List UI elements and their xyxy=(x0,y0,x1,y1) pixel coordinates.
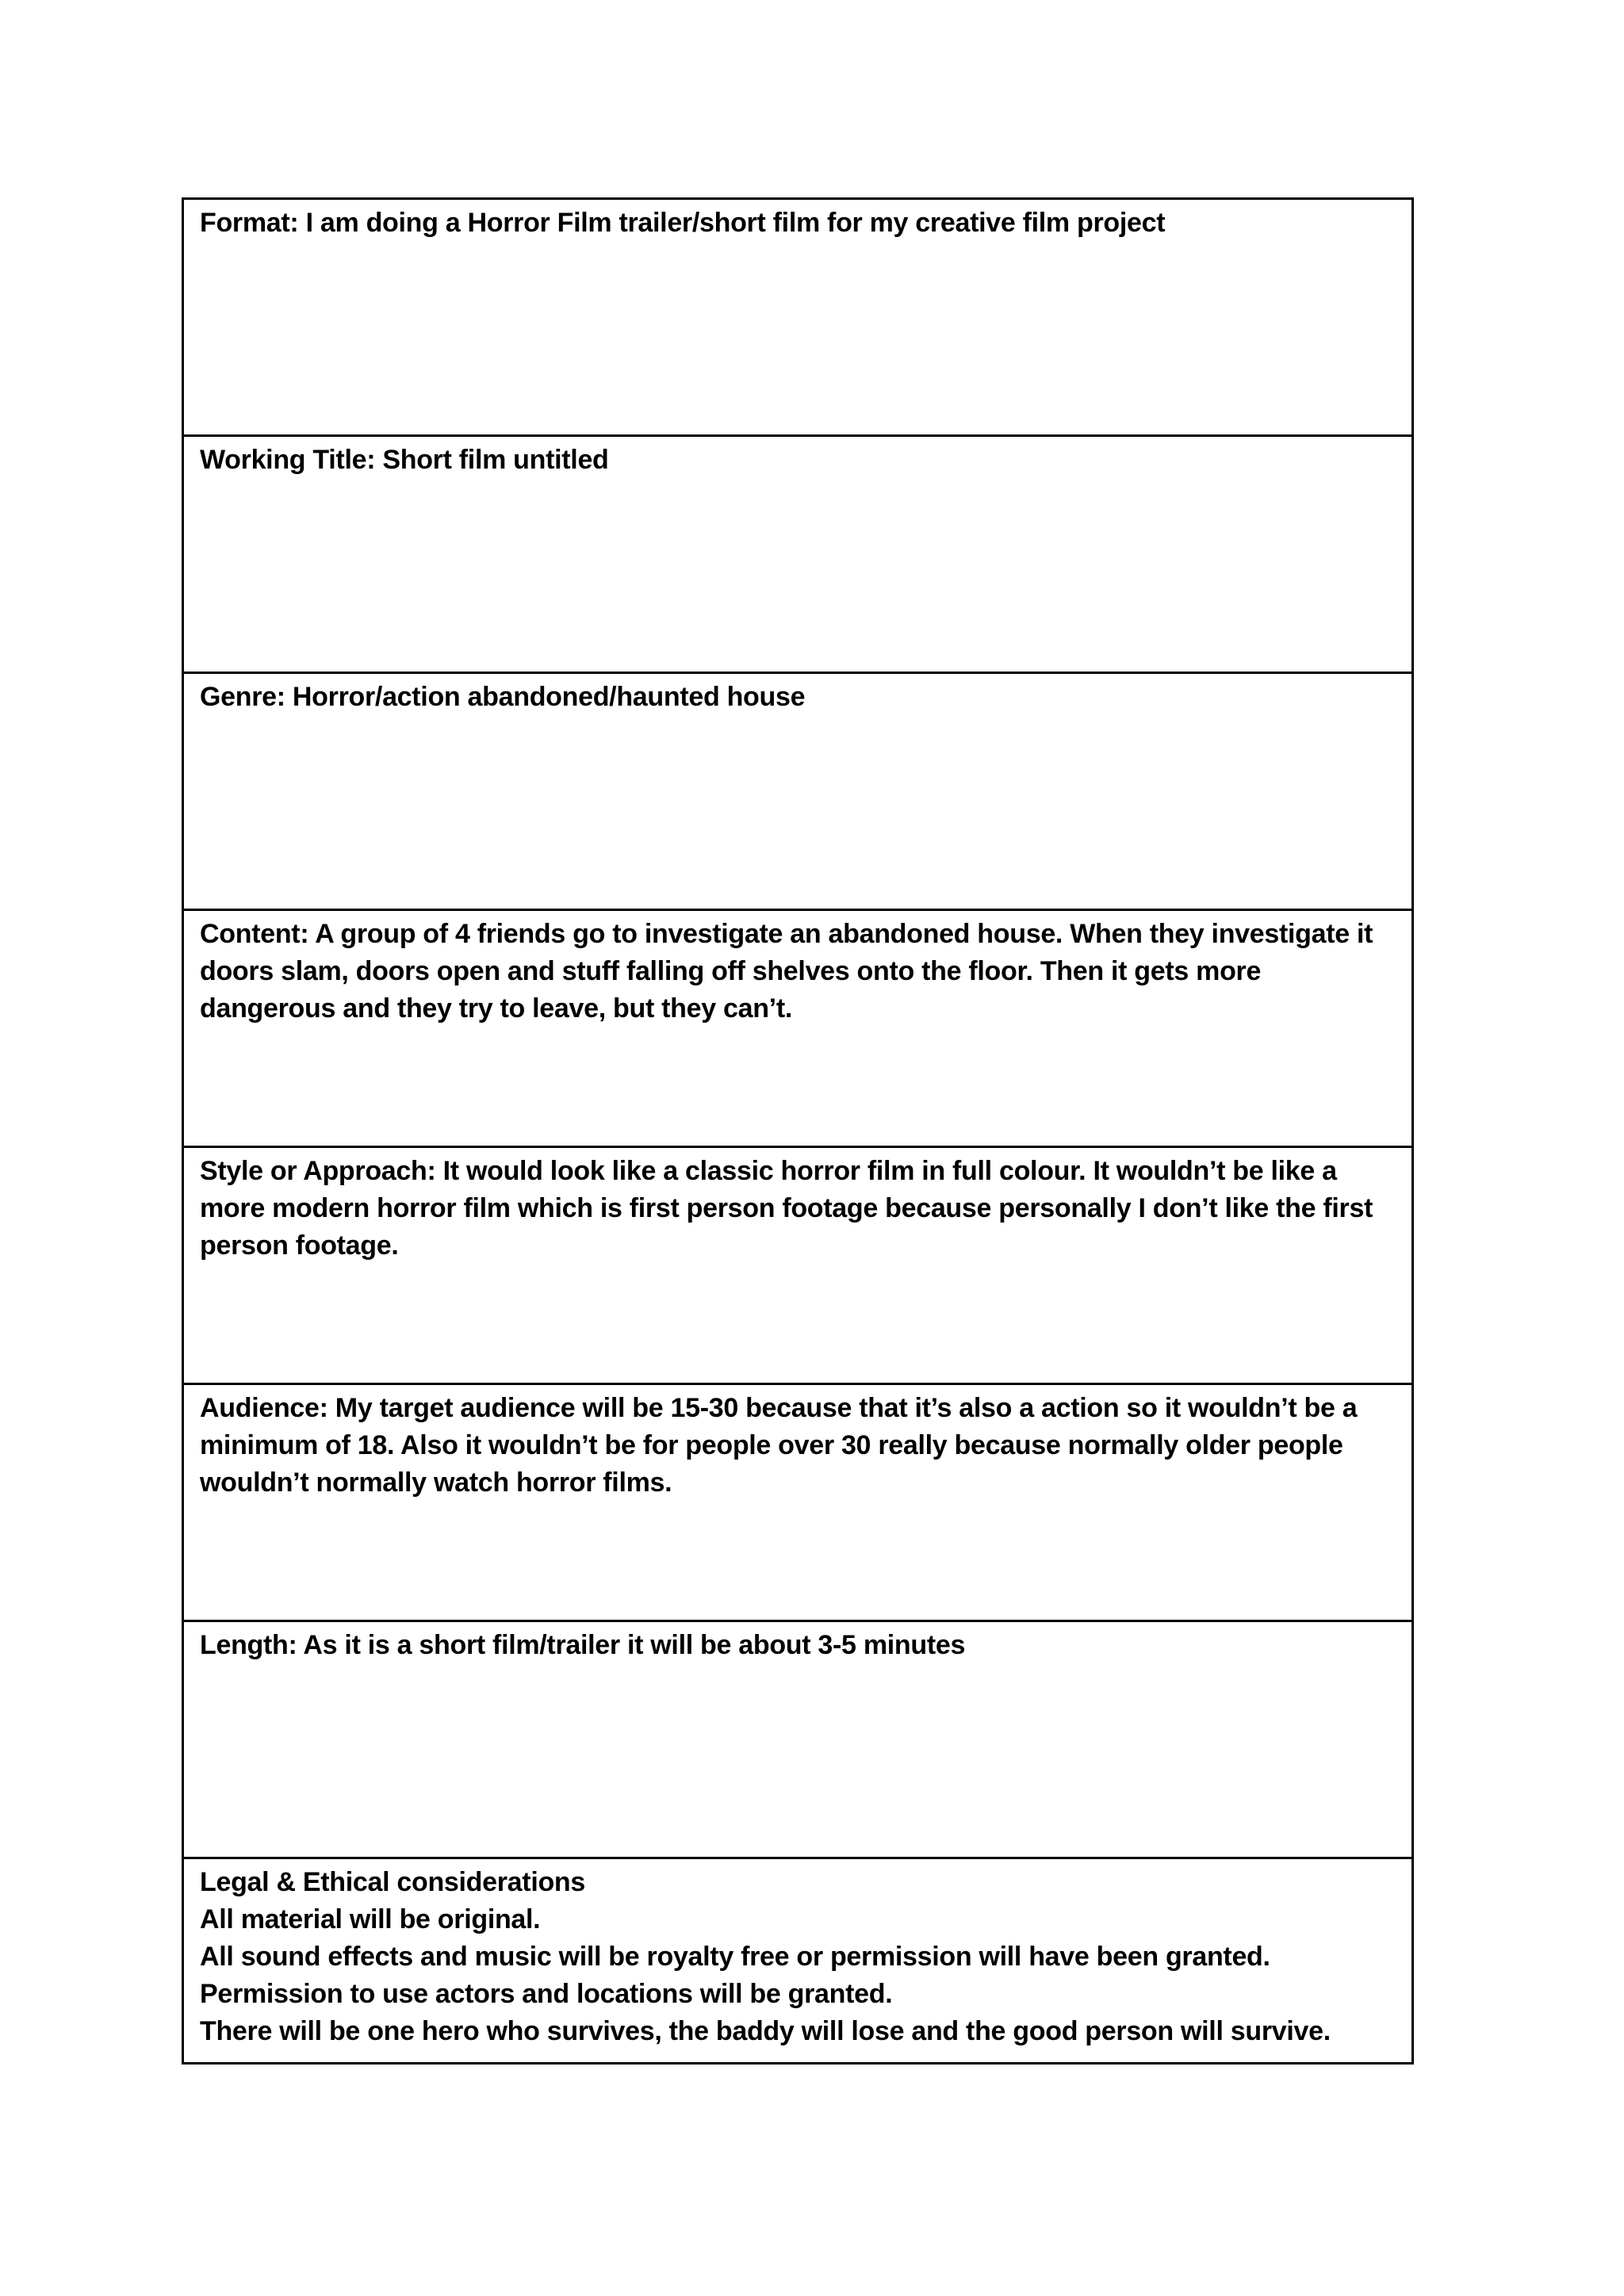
legal-line-sound: All sound effects and music will be royalty free or permission will have been granted. xyxy=(200,1942,1270,1972)
legal-heading: Legal & Ethical considerations xyxy=(200,1867,586,1897)
audience-text: Audience: My target audience will be 15-30 because that it’s also a action so it wouldn’t be a minimum of 18. Also it wouldn’t be for people over 30 really because normally older people wouldn’t normally watch horror films. xyxy=(200,1393,1358,1498)
genre-text: Genre: Horror/action abandoned/haunted house xyxy=(200,682,806,712)
length-cell xyxy=(184,1622,1411,1859)
content-cell xyxy=(184,911,1411,1148)
audience-cell xyxy=(184,1385,1411,1622)
content-text: Content: A group of 4 friends go to investigate an abandoned house. When they investigate it doors slam, doors open and stuff falling off shelves onto the floor. Then it gets more dangerous and they try to leave, but they can’t. xyxy=(200,919,1373,1024)
working-title-cell xyxy=(184,437,1411,674)
length-text: Length: As it is a short film/trailer it will be about 3-5 minutes xyxy=(200,1630,966,1660)
style-approach-text: Style or Approach: It would look like a classic horror film in full colour. It wouldn’t be like a more modern horror film which is first person footage because personally I don’t like the first person footage. xyxy=(200,1156,1373,1261)
legal-line-hero: There will be one hero who survives, the baddy will lose and the good person will survive. xyxy=(200,2016,1331,2046)
working-title-text: Working Title: Short film untitled xyxy=(200,445,609,475)
format-cell xyxy=(184,200,1411,437)
legal-line-original: All material will be original. xyxy=(200,1904,541,1934)
format-text: Format: I am doing a Horror Film trailer/short film for my creative film project xyxy=(200,208,1166,238)
legal-line-permission: Permission to use actors and locations will be granted. xyxy=(200,1979,893,2009)
legal-ethical-cell xyxy=(184,1859,1411,2062)
style-approach-cell xyxy=(184,1148,1411,1385)
genre-cell xyxy=(184,674,1411,911)
film-proposal-table xyxy=(182,197,1414,2064)
